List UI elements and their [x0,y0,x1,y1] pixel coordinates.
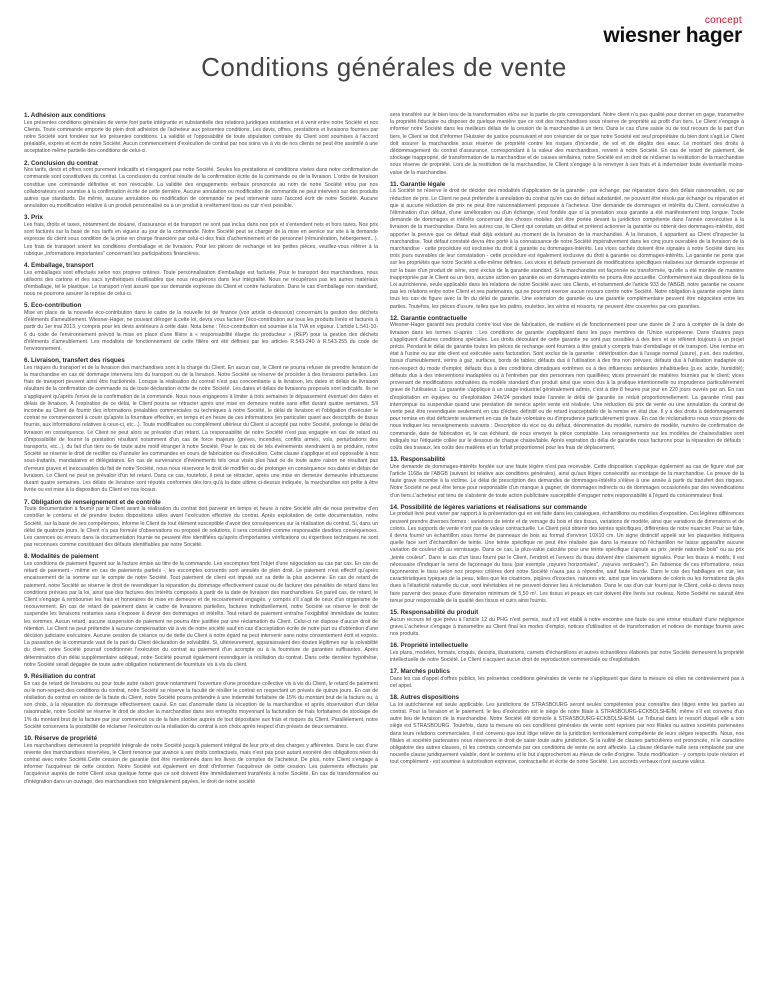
section-heading: 14. Possibilité de légères variations et réalisations sur commande [390,503,588,511]
section-text: Le produit livré peut varier par rapport à la présentation qui en est faite dans les catalogues, échantillons ou modèles d'exposition. Ces légères différences peuvent prendre diverses formes : variations de teinte et de vernage du bois et des tissus, variations de modèle, ainsi que variations de dimensions et de coloris. Les supports de vente n'ont pas de valeur contractuelle. Le Client peut obtenir des teintes spécifiques, différentes de notre nuancier. Pour se faire, il devra fournir un échantillon sous forme de panneaux de bois au format d'environ 10X10 cm. Un signe distinctif appelé sur les plaquettes indiquera quelle face sert d'échantillon de teinte. Une teinte spécifique ne peut être réalisée que dans la mesure où l'échantillon ne laisse apparaître aucune variation de couleur dû au vernissage. Dans ce cas, la plus-value calculée pour une teinte spécifique s'ajoute au prix „teinte naturelle bois" ou au prix „teinte couleur". Dans le cas d'un tissu fourni par le Client, l'endroit et l'envers du tissu doivent être clairement signalés. Pour les tissus à motifs, il est nécessaire d'indiquer le sens de façonnage du tissu (par exemple „rayures horizontales", „rayures verticales"). En l'absence de ces informations, nous façonnerons le tissu selon nos propres critères dont notre Société n'aura pas à répondre, sauf faute lourde. Dans le cas des habillages en cuir, les caractéristiques typiques de la peau, telles que les cicatrices, piqûres d'insectes, rainures etc. ainsi que les variations de coloris ou les formations de plis dues à l'élasticité naturelle du cuir, sont inévitables et ne peuvent donner lieu à réclamation. Dans le cas d'un cuir fourni par le Client, celui-ci devra nous faire parvenir des peaux d'une dimension minimum de 5,50 m². Les tissus et peaux en cuir doivent être livrés sur rouleau. Notre Société ne saurait être tenue pour responsable de la qualité des tissus et cuirs ainsi fournis. [390,511,744,604]
section-livraison [24,357,378,494]
section-reserve-propriete-cont [390,112,744,177]
section-text: Les emballages sont effectués selon nos propres critères. Toute personnalisation d'emballage est facturée. Pour le transport des marchandises, nous utilisons des cartons et des sacs synthétiques réutilisables que nous récupérons dans leur intégralité. Nous ne récupérons pas les autres matériaux d'emballage, tel le plastique. Le transport n'est assuré que sur demande expresse du Client et contre facturation. Dans le cas d'emballage non standard, nous ne pourrons assurer la reprise de celui-ci. [24,269,378,298]
section-heading: 18. Autres dispositions [390,694,460,702]
section-text: Les marchandises demeurent la propriété intégrale de notre Société jusqu'à paiement intégral de leur prix et des charges y afférentes. Dans le cas d'une revente des marchandises réservées, le Client renonce par avance à ses droits contractuels, mais n'est pas pour autant exonéré des obligations nées du contrat avec notre Société.Cette cession de garantie doit être mentionnée dans les livres de comptes de l'acheteur. De plus, notre Client s'engage à informer l'acquéreur de cette cession. Notre Société est également en droit d'informer l'acquéreur de cette cession. Les paiements effectués par l'acquéreur auprès de notre Client sous quelque forme que ce soit doivent être immédiatement transférés à notre Société. En cas de transformation ou d'intégration dans un ouvrage, des marchandises non intégralement payées, le droit de notre société [24,742,378,785]
section-heading: 1. Adhésion aux conditions [24,112,106,119]
section-heading: 3. Prix [24,214,43,222]
section-text: Une demande de dommages-intérêts fondée sur une faute légère n'est pas recevable. Cette disposition s'applique également au cas de figure visé par l'article 1168a de l'ABGB (suivant loi relative aux conditions générales), ainsi qu'aux litiges consécutifs au montage de la marchandise. La preuve de la faute grave incombe à la victime. Le délai de prescription des demandes de dommages-intérêts s'élève à une année à partir du transfert des risques. Notre Société ne peut être tenue pour responsable d'un manque à gagner, de dommages indirects ou de dommages occasionnés par des revendications d'un tiers.L'acheteur est tenu de s'abstenir de toute action publicitaire susceptible d'engager notre responsabilité à l'égard du consommateur final. [390,463,744,499]
section-text: sera transféré sur le bien issu de la transformation et/ou sur la partie du prix correspondant. Notre client n'a pas qualité pour donner en gage, transmettre la propriété fiduciaire ou disposer de quelque manière que ce soit des marchandises sous réserve de propriété au profit d'un tiers. Le Client s'engage à informer notre Société dans les meilleurs délais de la cession de la marchandise à un tiers. Dans le cas d'une saisie ou de tout recours de la part d'un tiers, le Client se doit d'informer l'Huissier de justice poursuivant et son créancier de ce que notre Société est seul propriétaire du bien dont s'agit.Le Client doit assurer la marchandise sous réserve de propriété contre les risques d'incendie, de vol et de dégâts des eaux. Le montant des droits à dédommagement du contrat d'assurance, correspondant à la valeur des marchandises, revient à notre Société. En cas de retard de paiement, de stockage inapproprié, de transformation de la marchandise et de causes similaires, notre Société est en droit de réclamer la restitution de la marchandise sous réserve de propriété. Lors de la restitution de la marchandise, le Client s'engage à la renvoyer à ses frais et à indemniser toute éventuelle moins-value de la marchandise. [390,112,744,176]
section-text: La Société se réserve le droit de décider des modalités d'application de la garantie : par échange, par réparation dans des délais raisonnables, ou par réduction de prix. Le Client ne peut prétendre à annulation du contrat qu'en cas de défaut substantiel, ne pouvant être résolu par échange ou réparation et que si aucune réduction de prix ne peut être raisonnablement proposée à l'acheteur. Une demande de dommages et intérêts du Client, consécutive à l'élimination d'un défaut, d'une amélioration ou d'un échange, n'est fondée que si la prestation sous garantie a été manifestement trop longue. Toute demande de dommages et intérêts concernant des choses mobiles doit être portée devant la juridiction compétente dans l'année consécutive à la livraison de la marchandise. Dans les autres cas, le Client qui constate un défaut et prétend actionner la garantie ou obtenir des dommages-intérêts, doit apporter la preuve que ce défaut était déjà existant au moment de la livraison de la marchandise. À la livraison, il appartient au Client d'inspecter la marchandise. Tout défaut constaté devra être porté à la connaissance de notre Société impérativement dans les cinq jours ouvrables de la livraison de la marchandise - cette procédure est exclusive du droit à garantie ou dommages-intérêts. Les vices cachés doivent être signalés à notre Société dans les trois jours ouvrables de leur constatation - cette procédure est également exclusive du droit à garantie ou dommages-intérêts. La garantie ne porte que sur les propriétés que notre Société a elle-même définies. Les vices et défauts provenant de modifications spécifiques réalisées sur demande expresse et sur la base d'un produit de série, sont exclus de la garantie standard. Si la marchandise est façonnée ou transformée, qu'elle a été montée de manière inappropriée par le Client ou un tiers, aucune action en garantie ou en dommages-intérêts ne pourra être accueillie. Conformément aux dispositions de la Loi autrichienne, seule applicable dans les relations de notre Société avec ses Clients, et notamment de l'article 933 de l'ABGB, notre garantie ne couvre pas les relations entre notre Client et ses partenaires, qui ne pourront exercer aucun recours contre notre Société. Notre obligation à garantie expire dans tous les cas de figure avec la fin du délai de garantie. Une extension de garantie ou une garantie complémentaire peuvent être négociées entre les parties. Toutefois, les pièces d'usure, telles que les patins, roulettes, les vérins et ressorts, ne peuvent être couvertes par ces garanties. [390,188,744,310]
section-propriete-intellectuelle [390,642,744,664]
section-text: Les présentes conditions générales de vente font partie intégrante et substantielle des relations juridiques existantes et à venir entre notre Société et nos Clients. Toute commande emporte de plein droit adhésion de l'acheteur aux présentes conditions. Les devis, offres, prestations et livraisons fournies par notre Société sont fondées sur les présentes conditions. La validité et l'opposabilité de toute stipulation contraire du Client sont soumises à l'accord préalable, exprès et écrit de notre Société. Aucun commencement d'exécution de contrat par nos soins vis à vis de nos clients ne peut être assimilé à une acceptation même partielle des conditions de celui-ci. [24,119,378,155]
section-garantie-contractuelle [390,315,744,452]
section-heading: 15. Responsabilité du produit [390,608,479,616]
section-emballage [24,262,378,298]
section-heading: 5. Eco-contribution [24,302,82,310]
section-text: Les plans, modèles, formats, croquis, dessins, illustrations, carnets d'échantillons et autres échantillons élaborés par notre Société demeurent la propriété intellectuelle de notre Société. Le Client n'acquiert aucun droit de reproduction commerciale ou d'exploitation. [390,649,744,663]
section-prix [24,214,378,258]
left-column [24,112,378,984]
section-adhesion [24,112,378,156]
section-responsabilite-produit [390,609,744,638]
document-body [24,112,744,984]
section-text: Les conditions de paiement figurent sur la facture émise au titre de la commande. Les escomptes font l'objet d'une négociation au cas par cas. En cas de retard de paiement - même en cas de paiements partiels -, les escomptes consentis sont annulés de plein droit. Le paiement n'est effectif qu'après encaissement de la somme sur le compte de notre Société. Tout paiement de client est imputé sur sa dette la plus ancienne. En cas de retard de paiement, notre Société se réserve le droit de revendiquer la réparation du dommage effectivement causé ou de facturer des pénalités de retard dans les conditions prévues par la loi, ainsi que des factures des intérêts composés à partir de la date de livraison des marchandises. En pareil cas, de retard, le Client s'engage à rembourser les frais et honoraires de mise en demeure et de recouvrement engagés, y compris s'il s'agit de ceux d'un organisme de recouvrement. En cas de retard de paiement dans le cadre de livraisons partielles, factures individuellement, notre Société se réserve le droit de suspendre les livraisons restantes sans s'exposer à devoir des dommages et intérêts. Tout retard de paiement entraîne l'exigibilité immédiate de toutes les sommes. Aucun retard, aucune suspension de paiement ne pourra être justifiée par une réclamation du Client. Celui-ci ne dispose d'aucun droit de rétention. Le Client ne peut prétendre à aucune compensation vis à vis de notre société sauf en cas d'acceptation écrite de notre part ou d'obtention d'une décision judiciaire exécutoire. Aucune cession de créance ou de dette du Client à notre égard ne peut intervenir sans notre consentement écrit et exprès. La passation de la commande vaut de la part du Client déclaration de solvabilité. Si, ultérieurement, apparaissaient des doutes légitimes sur la solvabilité du client, notre Société pourrait conditionner l'exécution du contrat au paiement d'un acompte ou à la fourniture de garanties suffisantes. Après détermination d'un délai supplémentaire adéquat, notre Société pourrait également revendiquer la résiliation du contrat. Dans cette dernière hypothèse, notre Société serait dégagée de toute autre obligation notamment de fourniture vis à vis du client. [24,560,378,668]
section-responsabilite [390,456,744,500]
section-heading: 8. Modalités de paiement [24,553,99,561]
company-logo [603,16,742,46]
section-heading: 7. Obligation de renseignement et de contrôle [24,498,161,506]
section-text: Dans les cas d'appel d'offres publics, les présentes conditions générales de vente ne s'appliquent que dans la mesure où elles ne contreviennent pas à cet appel. [390,675,744,689]
logo-brand-name: wiesner hager [603,24,742,47]
section-heading: 11. Garantie légale [390,180,446,188]
section-text: Les frais, droits et taxes, notamment de douane, d'assurance et de transport ne sont pas inclus dans nos prix et s'entendent nets et hors taxes. Nos prix sont facturés sur la base de nos tarifs en vigueur au jour de la commande. Notre Société peut se charger de la mise en service sur site à la demande expresse du client sous condition de la prise en charge financière par celui-ci des frais d'acheminement et de personnel (rémunération, hébergement...). Les frais de transport soient les conditions d'emballage et de livraison. Pour les pièces de rechange et les petites pièces, veuillez-vous référer à la rubrique „informations importantes" concernant les participations financières. [24,222,378,257]
section-heading: 17. Marchés publics [390,668,450,676]
section-text: La loi autrichienne est seule applicable. Les juridictions de STRASBOURG seront seules compétentes pour connaître des litiges entre les parties au contrat. Pour la livraison et le paiement, le lieu d'exécution est le siège de notre filiale à STRASBOURG-ECKBOLSHEIM, même s'il est convenu d'un autre lieu de livraison de la marchandise. Notre Société élit domicile à STRASBOURG-ECKBOLSHEIM. Le Tribunal dans le ressort duquel elle a son siège est STRASBOURG. Toutefois, dans la mesure où ces conditions générales de vente sont reprises par nos filiales ou autres sociétés partenaires dans leurs relations commerciales, il est convenu que tout litige relève de la juridiction territorialement compétente de leurs sièges respectifs. Nous, nos filiales et sociétés partenaires nous réservons le droit de saisir toute autre juridiction. Si la nullité de clauses particulières est prononcée, ni le caractère obligatoire des autres clauses, ni les contrats concernés par ces conditions de vente ne sont affectés. La clause déclarée nulle sera remplacée par une nouvelle clause juridiquement valable, dont le contenu et le but s'approcheront au mieux de celle d'origine. Toute modification - y compris toute révision et tout complément - est soumise à autorisation expresse, contractuelle et écrite de notre Société. Les accords verbaux n'ont aucune valeur. [390,701,744,766]
section-text: Aucun recours tel que prévu à l'article 12 du PHG n'est permis, sauf s'il est établi à notre encontre une faute ou une erreur résultant d'une négligence grave.L'acheteur s'engage à transmettre au Client final les modes d'emploi, notices d'utilisation et de transformation et notices de montage fournis avec nos produits. [390,616,744,637]
section-heading: 9. Résiliation du contrat [24,672,96,680]
section-text: Wiesner-Hager garantit ses produits contre tout vice de fabrication, de matière et de fonctionnement pour une durée de 2 ans à compter de la date de livraison dans les termes ci-après : Les conditions de garantie s'appliquent dans les pays membres de l'Union européenne. Dans d'autres pays s'appliquent d'autres conditions spéciales. Les droits découlant de cette garantie ne sont pas cessibles à des tiers et se réfèrent toujours à un projet précis. Pendant le délai de garantie toutes les pièces de rechange sont fournies à titre gratuit y compris frais d'emballage et de transport. Une remise en état à l'usine ou sur site client est exécutée sans facturation. Sont exclus de la garantie : détérioration due à l'usage normal (usure), p.ex. des roulettes, tissus d'ameublement, vérins à gaz, surfaces, bords de tables; défauts dus à l'utilisation à des fins non prévues; défauts dus à l'utilisation inadaptée ou non-respect du mode d'emploi; défauts dus à des conditions climatiques extrêmes ou à des influences ambiantes inhabituelles (p.ex. acide, humidité); défauts dus à des interventions inadaptées ou à l'entretien par des personnes non qualifiées; vices provenant de matières fournies par le client; vices provenant de modifications souhaitées du modèle standard d'un produit ainsi que vices dus à la pratique intentionnelle ou imprudence particulièrement grave de l'utilisateur. La garantie s'applique à un usage industriel généralement admis, c'est à dire 8 heures par jour en 220 jours ouvrés par an. En cas d'exploitation en équipes ou d'exploitation 24h/24 pendant toute l'année le délai de garantie se réduit proportionnellement. La garantie n'est pas interrompue ou suspendue quand une prestation de service après vente est réalisée. Une réduction du prix de vente ou une annulation du contrat de vente peut être revendiquée seulement en cas d'échec définitif ou de retard inacceptable de la remise en état due. Il y a des droits à dédommagement pour remise en état déficiente seulement en cas de faute volontaire ou d'imprudence particulièrement grave. En cas de réclamations nous vous prions de nous indiquer les renseignements suivants : Description du vice ou du défaut, dénomination du modèle, numéro de modèle, numéro de confirmation de commande, date de fabrication et, le cas échéant, de nous envoyer la pièce comptable. Les renseignements sur les modèles de chaises/tables sont indiqués sur l'étiquette collée sur le dessous de chaque chaise/table. Après expiration du délai de garantie nous facturons pour la réparation de défauts : coûts des travaux, les coûts des matières et un forfait proportionnel pour les frais de déplacement. [390,322,744,451]
page-title: Conditions générales de vente [201,52,567,82]
section-renseignement [24,499,378,550]
section-heading: 4. Emballage, transport [24,262,94,270]
logo-concept-text: concept [704,15,742,26]
section-resiliation [24,673,378,731]
section-text: En cas de retard de livraisons ou pour toute autre raison grave notamment l'ouverture d'une procédure collective vis à vis du Client, le retard de paiement ou le non-respect des conditions du contrat, notre Société se réserve la faculté de résilier le contrat en respectant un préavis de quinze jours. En cas de résiliation du contrat en raison de la faute du Client, notre Société pourra prétendre à une indemnité forfaitaire de 15% du montant brut de la facture ou, à son choix, à la réparation du dommage effectivement causé. En cas d'anomalie dans la réception de la marchandise et après observation d'un délai raisonnable, notre Société se réserve le droit de stocker la marchandise dans ses entrepôts moyennant la facturation de frais forfaitaires de stockage de 1% du montant brut de la facture par jour commencé ou de la faire stocker auprès de tout dépositaire aux frais et risques du Client. Parallèlement, notre Société conservera la possibilité de réclamer l'exécution ou la résiliation du contrat à son choix après respect d'un préavis de deux semaines. [24,680,378,730]
section-heading: 13. Responsabilité [390,456,446,464]
section-conclusion [24,160,378,211]
section-heading: 10. Réserve de propriété [24,734,98,742]
section-heading: 12. Garantie contractuelle [390,314,467,322]
section-heading: 2. Conclusion du contrat [24,159,98,167]
section-heading: 6. Livraison, transfert des risques [24,357,125,365]
section-text: Toute documentation à fournir par le Client avant la réalisation du contrat doit parvenir en temps et heure à notre Société afin de nous permettre d'en contrôler le contenu et de prendre toutes dispositions utiles avant l'exécution effective du contrat. Après exploitation de cette documentation, notre Société, sur la base de ses compétences, informe le Client de tout élément susceptible d'avoir des conséquences sur la réalisation du contrat. Si, dans un délai de quatorze jours, le Client n'a pas formulé d'observations ou proposé de solutions, il sera considéré comme responsable desdites conséquences. Les carences ou erreurs dans la documentation fournie ne peuvent être identifiées qu'après d'importantes vérifications ou expertises techniques ne sont pas reconnues comme constituant des défauts identifiables par notre Société. [24,506,378,549]
section-garantie-legale [390,181,744,311]
section-variations [390,504,744,605]
section-marches-publics [390,668,744,690]
section-heading: 16. Propriété intellectuelle [390,642,469,650]
section-paiement [24,553,378,669]
section-eco-contribution [24,302,378,353]
section-text: Nos tarifs, devis et offres sont purement indicatifs et n'engagent pas notre Société. Seules les prestations et conditions visées dans notre confirmation de commande sont constitutives du contrat. La conclusion du contrat résulte de la confirmation écrite de la commande ou de la livraison. L'ordre de livraison constitue une commande définitive et non révocable. La validité des engagements verbaux prononcés au nom de notre Société et/ou par nos collaborateurs est soumise à la confirmation écrite de cette dernière. Aucune annulation ou modification de commande ne peut intervenir sur des produits autres que standards. De même, aucune annulation ou modification de commande ne peut intervenir sans l'accord écrit de notre Société. Aucune annulation ou modification relative à un produit personnalisé ou à un produit à revêtement tissu ou cuir n'est possible. [24,167,378,210]
right-column [390,112,744,984]
section-text: Les risques du transport et de la livraison des marchandises sont à la charge du Client. En aucun cas, le Client ne pourra refuser de prendre livraison de la marchandise en cas de dommage intervenu lors du transport ou de la livraison. Notre Société se réserve de procéder à des livraisons partielles. Les frais de transport peuvent ainsi être fractionnés. Lorsque la réalisation du contrat n'est pas concomitante à la livraison, les dates et délais de livraison résultant de la confirmation de commande ou de toute déclaration écrite de notre Société. Les dates et délais de livraisons proposés sont indicatifs. Ils ne s'appliquent qu'après l'envoi de la confirmation de la commande. Nous nous engageons à limiter à trois semaines le dépassement éventuel des dates et délais de livraison. À l'expiration de ce délai, le Client pourra se rétracter après une mise en demeure restée sans effet durant quatre semaines. S'il incombe au Client de fournir des informations préalables commerciales ou techniques à notre Société, le délai de livraison et l'obligation d'exécuter le contrat ne commenceront à courir qu'après la fourniture effective, en temps et en heure de ces informations (en particulier quant aux descriptifs de tissus fournis, aux informations relatives à ceux-ci, etc...). Toute modification ou complément ultérieur du Client si accepté par notre Société, prolonge le délai de livraison en conséquence. Le Client ne peut alors se prévaloir d'un retard. La responsabilité de notre Société n'est pas engagée en cas de retard ou d'impossibilité de fournir la prestation résultant notamment d'un cas de force majeure (grèves, incendies, conflits armés, vols, perturbations des transports, etc...), du fait d'un tiers ou de toute autre motif étranger à notre Société. Pour le cas où de tels événements viendraient à se produire, notre Société se réserve le droit de rectifier ou d'annuler les commandes en cours de fabrication ou d'exécution. Cette clause s'applique et est opposable à nos sous-traitants, mandataires et délégataires. En cas de survenance d'événements tels ceux visés plus haut ou de toute autre raison ne résultant pas d'erreurs graves et inexcusables du fait de notre Société, nous nous réservons le droit de modifier ou de prolonger en conséquence nos dates et délais de livraison. Le Client ne peut se prévaloir d'un tel retard. Dans ce cas, toutefois, il peut se rétracter, après une mise en demeure demeurée infructueuse durant quatre semaines. Les délais de livraison sont réputés conformes dès lors qu'à la date ultime ci-dessus indiquée, la marchandise est prête à être livrée ou est mise à la disposition du Client en nos locaux. [24,364,378,494]
section-text: Mise en place de la nouvelle éco-contribution dans le cadre de la nouvelle loi de finance (voir article ci-dessous) concernant la gestion des déchets d'éléments d'ameublement. Wiesner-Hager, ne pouvant déroger à cette loi, devra vous facturer l'éco-contribution sur tous les produits livrés et facturés à partir du 1er mai 2013, y compris pour les devis antérieurs à cette date. Nota bene : l'éco-contribution est soumise à la TVA en vigueur. L'article L.541-10-6 du code de l'environnement prévoit la mise en place d'une filière à « responsabilité élargie du producteur » (REP) pour la gestion des déchets d'éléments d'ameublement. Les modalités de fonctionnement de cette filière ont été définies par les articles R.543-240 à R.543-255 du code de l'environnement. [24,310,378,353]
section-autres-dispositions [390,694,744,766]
section-reserve-propriete [24,735,378,786]
